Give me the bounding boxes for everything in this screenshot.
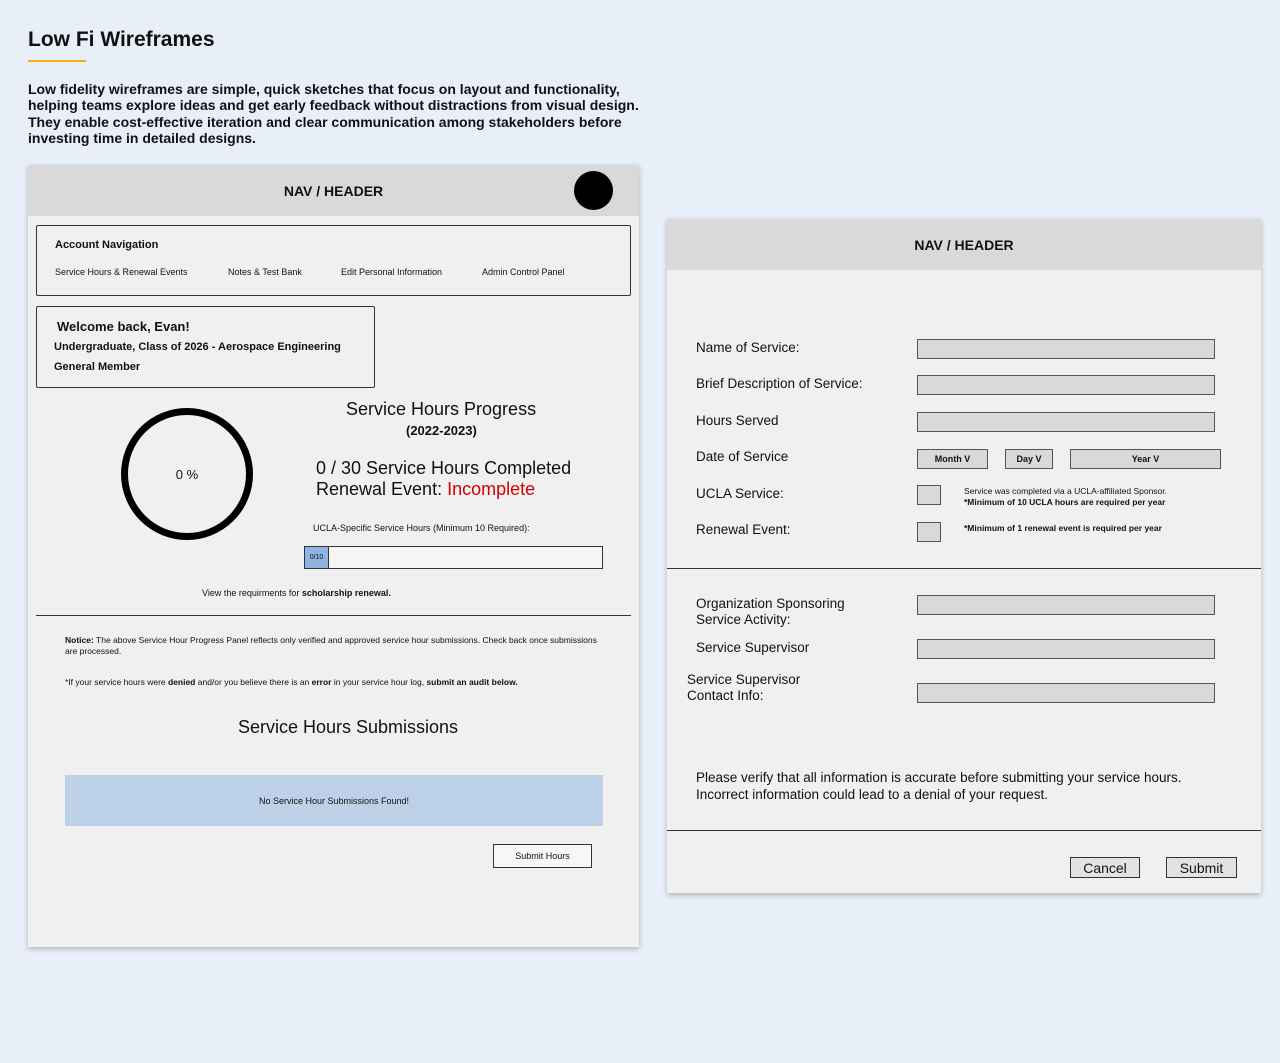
welcome-program: Undergraduate, Class of 2026 - Aerospace Engineering bbox=[54, 341, 341, 353]
divider bbox=[667, 830, 1261, 831]
account-navigation bbox=[36, 225, 631, 296]
dashboard-wireframe bbox=[28, 165, 639, 947]
organization-label-line-1: Organization Sponsoring bbox=[696, 596, 845, 611]
audit-text-1: *If your service hours were bbox=[65, 677, 168, 687]
supervisor-contact-label-line-1: Service Supervisor bbox=[687, 672, 801, 687]
nav-header-label: NAV / HEADER bbox=[283, 182, 384, 199]
ucla-hours-value: 0/10 bbox=[309, 554, 324, 561]
description-label: Brief Description of Service: bbox=[696, 376, 863, 391]
organization-label bbox=[696, 596, 845, 628]
hours-served-label: Hours Served bbox=[696, 413, 779, 428]
scholarship-renewal-line bbox=[202, 588, 391, 598]
divider bbox=[667, 568, 1261, 569]
title-underline bbox=[28, 60, 86, 62]
nav-header bbox=[667, 219, 1261, 270]
nav-header-label: NAV / HEADER bbox=[914, 236, 1014, 253]
ucla-service-checkbox[interactable] bbox=[917, 485, 941, 505]
progress-percent: 0 % bbox=[175, 466, 199, 482]
nav-link-service-hours[interactable]: Service Hours & Renewal Events bbox=[55, 267, 188, 277]
hours-completed: 0 / 30 Service Hours Completed bbox=[316, 458, 572, 478]
submissions-title: Service Hours Submissions bbox=[237, 717, 459, 737]
welcome-membership: General Member bbox=[54, 361, 141, 373]
notice-body: The above Service Hour Progress Panel reflects only verified and approved service hour submissions. Check back once submissions are processed. bbox=[65, 635, 597, 656]
month-select[interactable]: Month V bbox=[917, 449, 988, 469]
supervisor-contact-label-line-2: Contact Info: bbox=[687, 688, 764, 703]
renewal-label: Renewal Event: bbox=[316, 479, 448, 499]
nav-header bbox=[28, 165, 639, 216]
date-of-service-label: Date of Service bbox=[696, 449, 789, 464]
ucla-service-hint bbox=[964, 486, 1167, 507]
welcome-greeting: Welcome back, Evan! bbox=[57, 319, 190, 334]
cancel-button[interactable]: Cancel bbox=[1070, 857, 1140, 878]
ucla-hours-progress-bar bbox=[304, 546, 603, 569]
welcome-card bbox=[36, 306, 375, 388]
ucla-hint-line-2: *Minimum of 10 UCLA hours are required per year bbox=[964, 496, 1166, 507]
page-title: Low Fi Wireframes bbox=[28, 28, 215, 51]
submit-hours-button[interactable]: Submit Hours bbox=[493, 844, 592, 868]
renewal-event-label: Renewal Event: bbox=[696, 522, 791, 537]
audit-denied: denied bbox=[167, 677, 196, 687]
hours-served-field[interactable] bbox=[917, 412, 1215, 432]
name-of-service-label: Name of Service: bbox=[696, 340, 800, 355]
day-select[interactable]: Day V bbox=[1005, 449, 1053, 469]
name-of-service-field[interactable] bbox=[917, 339, 1215, 359]
ucla-hint-line-1: Service was completed via a UCLA-affiliated Sponsor. bbox=[964, 486, 1167, 496]
supervisor-label: Service Supervisor bbox=[696, 640, 810, 655]
renewal-status: Incomplete bbox=[447, 479, 536, 499]
submit-button[interactable]: Submit bbox=[1166, 857, 1237, 878]
notice-label: Notice: bbox=[65, 635, 94, 645]
account-navigation-title: Account Navigation bbox=[55, 239, 159, 251]
supervisor-contact-field[interactable] bbox=[917, 683, 1215, 703]
nav-link-notes-test-bank[interactable]: Notes & Test Bank bbox=[228, 267, 302, 277]
renewal-event-checkbox[interactable] bbox=[917, 522, 941, 542]
scholarship-prefix: View the requirments for bbox=[202, 588, 302, 598]
progress-title: Service Hours Progress bbox=[346, 399, 537, 419]
description-field[interactable] bbox=[917, 375, 1215, 395]
supervisor-contact-label bbox=[687, 672, 800, 704]
ucla-service-label: UCLA Service: bbox=[696, 486, 784, 501]
organization-label-line-2: Service Activity: bbox=[696, 612, 791, 627]
organization-field[interactable] bbox=[917, 595, 1215, 615]
progress-years: (2022-2023) bbox=[406, 423, 477, 438]
audit-text-3: in your service hour log, bbox=[331, 677, 427, 687]
verify-text: Please verify that all information is accurate before submitting your service hours. Incorrect information could lead to a denial of your request. bbox=[696, 770, 1182, 802]
audit-link[interactable]: submit an audit below. bbox=[426, 677, 518, 687]
ucla-hours-label: UCLA-Specific Service Hours (Minimum 10 Required): bbox=[313, 523, 530, 533]
renewal-event-line bbox=[316, 479, 535, 500]
nav-link-admin-control-panel[interactable]: Admin Control Panel bbox=[482, 267, 565, 277]
empty-submissions-message: No Service Hour Submissions Found! bbox=[258, 795, 410, 806]
empty-submissions-panel bbox=[65, 775, 603, 826]
progress-ring bbox=[121, 408, 253, 540]
audit-error: error bbox=[311, 677, 332, 687]
nav-link-edit-personal-info[interactable]: Edit Personal Information bbox=[341, 267, 443, 277]
renewal-event-hint: *Minimum of 1 renewal event is required per year bbox=[964, 523, 1162, 533]
notice-text bbox=[65, 635, 605, 656]
audit-notice bbox=[65, 677, 605, 687]
audit-text-2: and/or you believe there is an bbox=[195, 677, 312, 687]
supervisor-field[interactable] bbox=[917, 639, 1215, 659]
ucla-hours-progress-fill bbox=[305, 547, 329, 568]
divider bbox=[36, 615, 631, 616]
intro-paragraph: Low fidelity wireframes are simple, quick sketches that focus on layout and functionality, helping teams explore ideas and get early feedback without distractions from visual design. They enable cost-effective iteration and clear communication among stakeholders before investing time in detailed designs. bbox=[28, 81, 639, 147]
avatar[interactable] bbox=[574, 171, 613, 210]
service-form-wireframe bbox=[667, 219, 1261, 893]
year-select[interactable]: Year V bbox=[1070, 449, 1221, 469]
scholarship-renewal-link[interactable]: scholarship renewal. bbox=[301, 588, 391, 598]
